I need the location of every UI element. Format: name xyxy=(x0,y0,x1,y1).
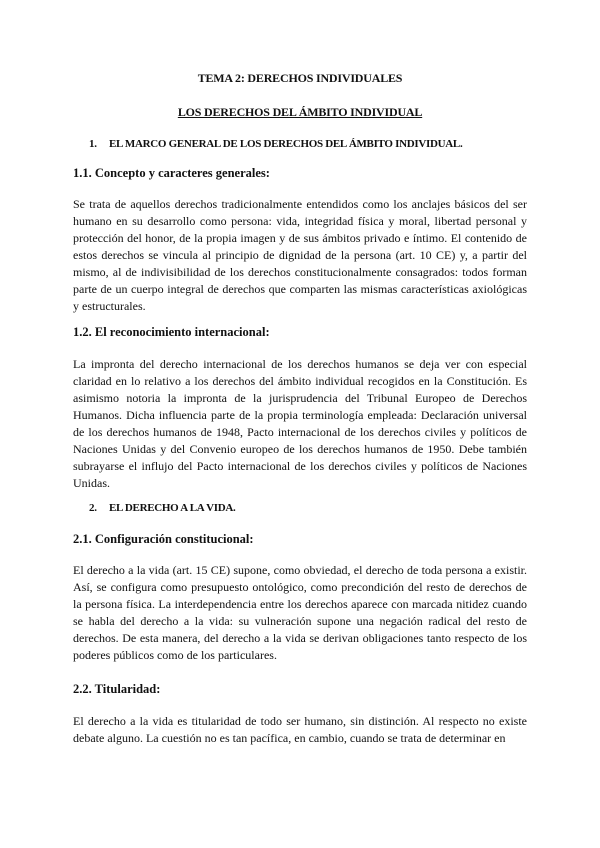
subsection-2-1-paragraph: El derecho a la vida (art. 15 CE) supone, como obviedad, el derecho de toda persona a existir. Así, se configura como presupuesto ontológico, como precondición del resto de derechos de la persona física. La interdependencia entre los derechos aparece con marcada nitidez cuando se habla del derecho a la vida: su vulneración supone una negación radical del resto de derechos. De esta manera, del derecho a la vida se derivan obligaciones tanto respecto de los poderes públicos como de los particulares. xyxy=(73,563,527,662)
document-title: TEMA 2: DERECHOS INDIVIDUALES xyxy=(197,71,403,85)
section-1-title: EL MARCO GENERAL DE LOS DERECHOS DEL ÁMBITO INDIVIDUAL. xyxy=(109,138,463,150)
section-2-heading xyxy=(89,502,235,514)
subsection-2-1-heading: 2.1. Configuración constitucional: xyxy=(73,532,254,546)
section-1-number: 1. xyxy=(89,138,97,150)
subsection-1-1-paragraph: Se trata de aquellos derechos tradicionalmente entendidos como los anclajes básicos del ser humano en su desarrollo como persona: vida, integridad física y moral, libertad personal y protección del honor, de la propia imagen y de sus ámbitos privado e íntimo. El contenido de estos derechos se vincula al principio de dignidad de la persona (art. 10 CE) y, a partir del mismo, al de indivisibilidad de los derechos constitucionalmente consagrados: todos forman parte de un cuerpo integral de derechos que comparten las mismas características axiológicas y estructurales. xyxy=(73,197,527,313)
document-subtitle: LOS DERECHOS DEL ÁMBITO INDIVIDUAL xyxy=(177,105,423,119)
subsection-1-2-heading: 1.2. El reconocimiento internacional: xyxy=(73,325,270,339)
subsection-1-1-heading: 1.1. Concepto y caracteres generales: xyxy=(73,166,270,180)
section-1-heading xyxy=(89,138,462,150)
section-2-title: EL DERECHO A LA VIDA. xyxy=(109,502,236,514)
subsection-2-2-paragraph: El derecho a la vida es titularidad de todo ser humano, sin distinción. Al respecto no existe debate alguno. La cuestión no es tan pacífica, en cambio, cuando se trata de determinar en xyxy=(73,714,527,745)
subsection-2-2-heading: 2.2. Titularidad: xyxy=(73,682,161,696)
section-2-number: 2. xyxy=(89,502,97,514)
subsection-1-2-paragraph: La impronta del derecho internacional de los derechos humanos se deja ver con especial claridad en lo relativo a los derechos del ámbito individual recogidos en la Constitución. Es asimismo notoria la impronta de la jurisprudencia del Tribunal Europeo de Derechos Humanos. Dicha influencia parte de la propia terminología empleada: Declaración universal de los derechos humanos de 1948, Pacto internacional de los derechos civiles y políticos de Naciones Unidas y del Convenio europeo de los derechos humanos de 1950. Debe también subrayarse el influjo del Pacto internacional de los derechos civiles y políticos de Naciones Unidas. xyxy=(73,357,527,490)
